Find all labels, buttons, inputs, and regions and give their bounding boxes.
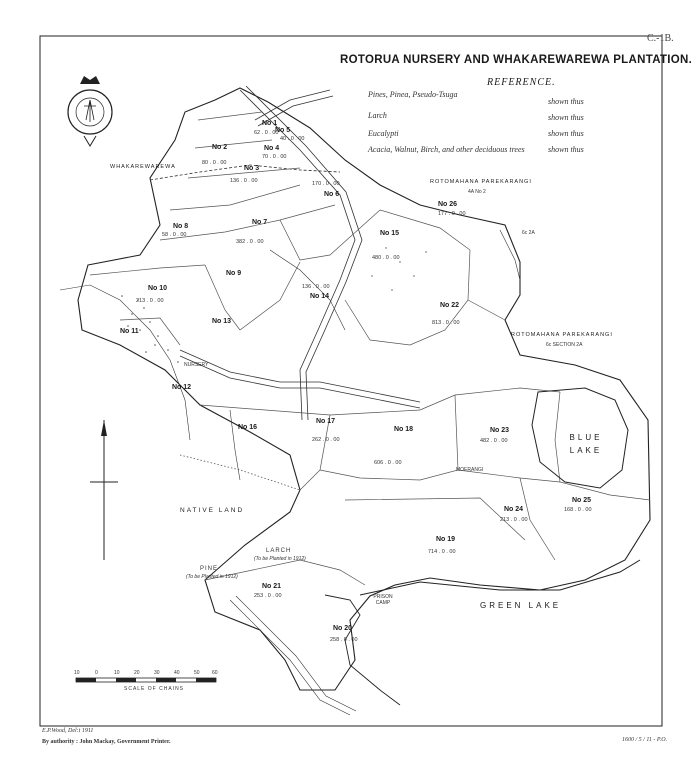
legend-item-eucalypti: Eucalypti bbox=[368, 129, 399, 138]
compartment-5-area: 40 . 0 . 00 bbox=[280, 136, 305, 142]
compartment-4-label: No 4 bbox=[264, 145, 280, 152]
compartment-21-area: 253 . 0 . 00 bbox=[254, 593, 282, 599]
scale-tick: 30 bbox=[154, 670, 160, 676]
place-moerangi: MOERANGI bbox=[456, 467, 484, 473]
lands-department-seal bbox=[68, 76, 112, 146]
place-pine-note: (To be Planted in 1912) bbox=[186, 574, 238, 580]
compartment-13-label: No 13 bbox=[212, 318, 232, 325]
compartment-22-area: 813 . 0 . 00 bbox=[432, 320, 460, 326]
legend-shown-larch: shown thus bbox=[548, 113, 584, 122]
compartment-23-label: No 23 bbox=[490, 427, 510, 434]
compartment-16-label: No 16 bbox=[238, 424, 258, 431]
place-pine: PINE bbox=[200, 566, 219, 572]
legend-item-larch: Larch bbox=[368, 111, 387, 120]
compartment-6-area: 170 . 0 . 00 bbox=[312, 181, 340, 187]
place-prison-camp: PRISON CAMP bbox=[373, 594, 393, 606]
compartment-26-label: No 26 bbox=[438, 201, 458, 208]
compartment-3-label: No 3 bbox=[244, 165, 260, 172]
compartment-24-area: 213 . 0 . 00 bbox=[500, 517, 528, 523]
legend-heading: REFERENCE. bbox=[487, 77, 556, 88]
compartment-17-label: No 17 bbox=[316, 418, 336, 425]
place-whakarewarewa: WHAKAREWAREWA bbox=[110, 164, 176, 170]
compartment-20-label: No 20 bbox=[333, 625, 353, 632]
place-rotomahana-north: ROTOMAHANA PAREKARANGI bbox=[430, 179, 532, 185]
compartment-19-label: No 19 bbox=[436, 536, 456, 543]
legend-shown-eucalypti: shown thus bbox=[548, 129, 584, 138]
place-rotomahana-east: ROTOMAHANA PAREKARANGI bbox=[511, 332, 613, 338]
compartment-18-area: 606 . 0 . 00 bbox=[374, 460, 402, 466]
compartment-10-area: 213 . 0 . 00 bbox=[136, 298, 164, 304]
scale-tick: 40 bbox=[174, 670, 180, 676]
compartment-20-area: 258 . 0 . 00 bbox=[330, 637, 358, 643]
scale-tick: 20 bbox=[134, 670, 140, 676]
compartment-9-label: No 9 bbox=[226, 270, 242, 277]
compartment-2-area: 80 . 0 . 00 bbox=[202, 160, 227, 166]
compartment-7-area: 382 . 0 . 00 bbox=[236, 239, 264, 245]
place-block-4a2: 4A No 2 bbox=[468, 189, 486, 195]
scale-tick: 0 bbox=[95, 670, 98, 676]
compartment-1-label: No 1 bbox=[262, 120, 278, 127]
compartment-15-label: No 15 bbox=[380, 230, 400, 237]
compartment-10-label: No 10 bbox=[148, 285, 168, 292]
place-nursery: NURSERY bbox=[184, 362, 209, 368]
scale-caption: SCALE OF CHAINS bbox=[124, 686, 185, 692]
place-larch: LARCH bbox=[266, 548, 292, 554]
plantation-boundary bbox=[78, 88, 650, 690]
compartment-7-label: No 7 bbox=[252, 219, 268, 226]
compartment-1-area: 62 . 0 . 00 bbox=[254, 130, 279, 136]
compartment-11-label: No 11 bbox=[120, 328, 139, 335]
print-reference: 1600 / 5 / 11 - P.O. bbox=[622, 737, 668, 743]
scale-bar bbox=[76, 678, 216, 682]
compartment-15-area: 480 . 0 . 00 bbox=[372, 255, 400, 261]
map-title: ROTORUA NURSERY AND WHAKAREWAREWA PLANTATION. bbox=[340, 54, 693, 66]
compartment-lines bbox=[90, 112, 650, 585]
place-larch-note: (To be Planted in 1912) bbox=[254, 556, 306, 562]
compartment-25-area: 168 . 0 . 00 bbox=[564, 507, 592, 513]
place-block-6c2: 6c 2A bbox=[522, 230, 535, 236]
legend-shown-pines: shown thus bbox=[548, 97, 584, 106]
compartment-22-label: No 22 bbox=[440, 302, 460, 309]
compartment-8-label: No 8 bbox=[173, 223, 189, 230]
compartment-8-area: 58 . 0 . 00 bbox=[162, 232, 187, 238]
compartment-14-area: 136 . 0 . 00 bbox=[302, 284, 330, 290]
bush-stipple bbox=[121, 247, 427, 363]
compartment-3-area: 136 . 0 . 00 bbox=[230, 178, 258, 184]
legend-shown-deciduous: shown thus bbox=[548, 145, 584, 154]
compartment-18-label: No 18 bbox=[394, 426, 414, 433]
compartment-5-label: No 5 bbox=[275, 127, 291, 134]
compartment-6-label: No 6 bbox=[324, 191, 340, 198]
sheet-code: C.-1B. bbox=[647, 33, 674, 44]
draftsman-credit: E.P.Wood, Del:t 1911 bbox=[42, 728, 94, 734]
compartment-19-area: 714 . 0 . 00 bbox=[428, 549, 456, 555]
scale-tick: 50 bbox=[194, 670, 200, 676]
place-section-6c2: 6c SECTION 2A bbox=[546, 342, 583, 348]
scale-tick: 10 bbox=[114, 670, 120, 676]
compartment-4-area: 70 . 0 . 00 bbox=[262, 154, 287, 160]
compartment-23-area: 482 . 0 . 00 bbox=[480, 438, 508, 444]
place-blue-lake: BLUE LAKE bbox=[569, 433, 603, 455]
compartment-17-area: 262 . 0 . 00 bbox=[312, 437, 340, 443]
compartment-14-label: No 14 bbox=[310, 293, 330, 300]
green-lake-shore bbox=[360, 560, 640, 595]
north-arrow bbox=[90, 420, 118, 560]
place-green-lake: GREEN LAKE bbox=[480, 601, 562, 610]
compartment-2-label: No 2 bbox=[212, 144, 228, 151]
printer-credit: By authority : John Mackay, Government Printer. bbox=[42, 739, 171, 745]
scale-tick: 60 bbox=[212, 670, 218, 676]
native-land-boundary bbox=[180, 455, 300, 490]
sheet-border bbox=[40, 36, 662, 726]
legend-item-pines: Pines, Pinea, Pseudo-Tsuga bbox=[368, 90, 458, 99]
scale-tick: 10 bbox=[74, 670, 80, 676]
place-native-land: NATIVE LAND bbox=[180, 507, 245, 514]
compartment-25-label: No 25 bbox=[572, 497, 592, 504]
legend-item-deciduous: Acacia, Walnut, Birch, and other deciduous trees bbox=[368, 145, 525, 154]
compartment-24-label: No 24 bbox=[504, 506, 524, 513]
compartment-26-area: 177 . 0 . 00 bbox=[438, 211, 466, 217]
compartment-12-label: No 12 bbox=[172, 384, 192, 391]
compartment-21-label: No 21 bbox=[262, 583, 282, 590]
